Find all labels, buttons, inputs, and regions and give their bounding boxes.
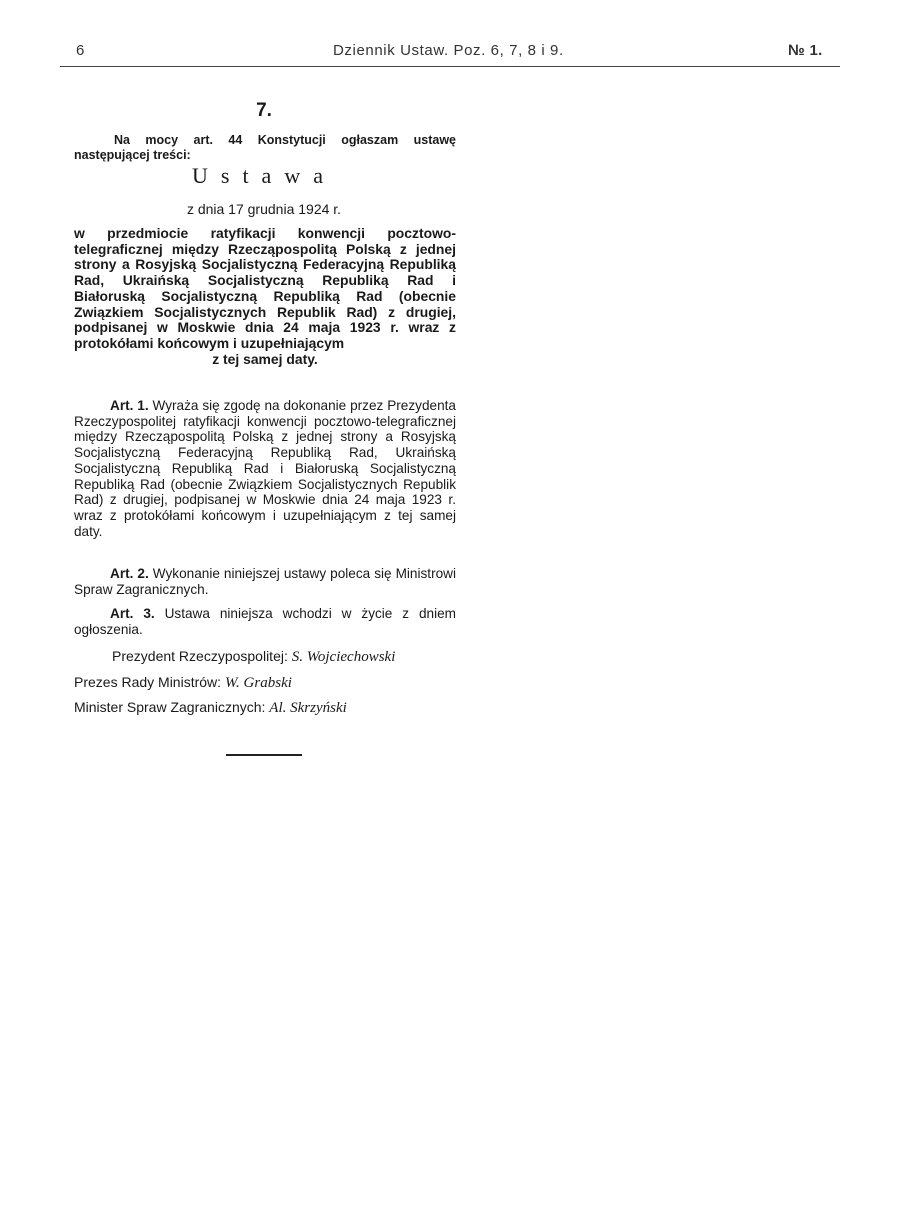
section-number: 7.	[256, 100, 272, 121]
journal-title: Dziennik Ustaw. Poz. 6, 7, 8 i 9.	[333, 42, 564, 59]
act-title-main: w przedmiocie ratyfikacji konwencji pocztowo-telegraficznej między Rzecząpospolitą Polską z jednej strony a Rosyjską Socjalistyczną Federacyjną Republiką Rad, Ukraińską Socjalistyczną Republiką Rad i Białoruską Socjalistyczną Republiką Rad (obecnie Związkiem Socjalistycznych Republik Rad) z drugiej, podpisanej w Moskwie dnia 24 maja 1923 r. wraz z protokółami końcowym i uzupełniającym	[74, 225, 456, 351]
end-divider	[226, 754, 302, 756]
act-title	[74, 226, 456, 367]
issue-number: № 1.	[788, 42, 823, 59]
act-date: z dnia 17 grudnia 1924 r.	[186, 201, 342, 217]
intro-paragraph: Na mocy art. 44 Konstytucji ogłaszam ustawę następującej treści:	[74, 133, 456, 162]
signature-prime-minister-name: W. Grabski	[224, 675, 292, 691]
signature-foreign-minister-title: Minister Spraw Zagranicznych:	[74, 699, 266, 715]
signature-prime-minister-title: Prezes Rady Ministrów:	[74, 674, 222, 690]
signature-president-title: Prezydent Rzeczypospolitej:	[112, 648, 288, 664]
article-1	[74, 398, 456, 539]
signature-president	[112, 648, 395, 666]
act-title-last: z tej samej daty.	[212, 350, 318, 367]
signature-president-name: S. Wojciechowski	[291, 649, 396, 665]
act-heading: Ustawa	[192, 163, 336, 188]
page-number: 6	[76, 42, 85, 59]
signature-foreign-minister	[74, 699, 347, 717]
article-3	[74, 606, 456, 637]
article-3-label: Art. 3.	[110, 606, 155, 621]
header-rule	[60, 66, 840, 67]
article-2-text: Wykonanie niniejszej ustawy poleca się Ministrowi Spraw Zagranicznych.	[74, 566, 457, 597]
article-2-label: Art. 2.	[110, 566, 149, 581]
signature-prime-minister	[74, 674, 292, 692]
signature-foreign-minister-name: Al. Skrzyński	[269, 700, 347, 716]
article-1-label: Art. 1.	[110, 398, 149, 413]
article-2	[74, 566, 456, 597]
article-3-text: Ustawa niniejsza wchodzi w życie z dniem ogłoszenia.	[74, 606, 457, 637]
article-1-text: Wyraża się zgodę na dokonanie przez Prezydenta Rzeczypospolitej ratyfikacji konwencji pocztowo-telegraficznej między Rzecząpospolitą Polską z jednej strony a Rosyjską Socjalistyczną Federacyjną Republiką Rad, Ukraińską Socjalistyczną Republiką Rad i Białoruską Socjalistyczną Republiką Rad (obecnie Związkiem Socjalistycznych Republik Rad) z drugiej, podpisanej w Moskwie dnia 24 maja 1923 r. wraz z protokółami końcowym i uzupełniającym z tej samej daty.	[74, 398, 456, 539]
